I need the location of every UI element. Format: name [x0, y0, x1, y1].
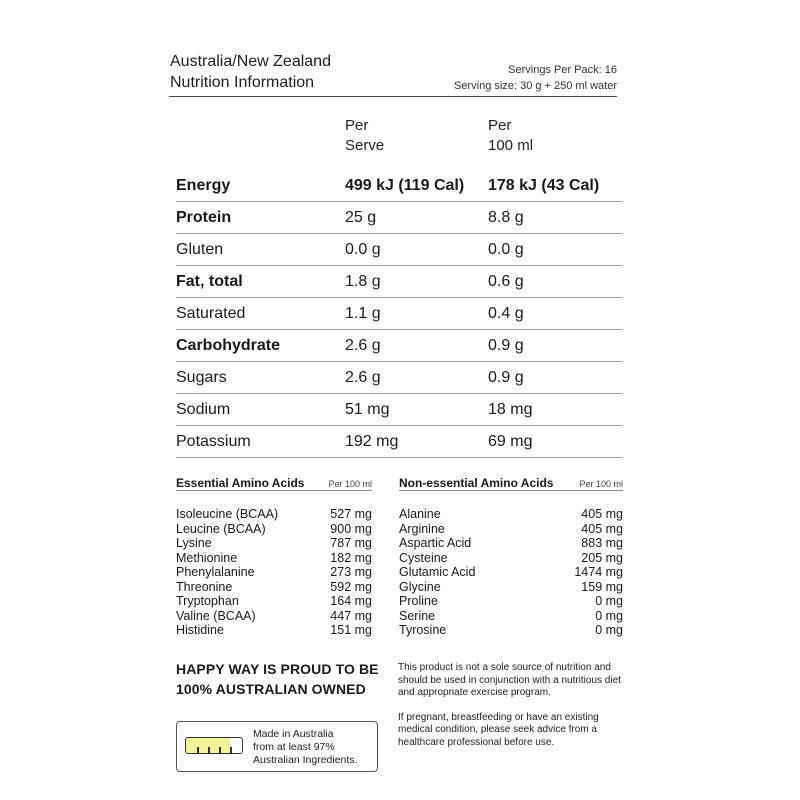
- nutrient-name: Saturated: [176, 305, 246, 322]
- per-serve-value: 1.8 g: [345, 273, 381, 290]
- list-item: [399, 580, 623, 595]
- table-row-fat-total: [176, 266, 623, 298]
- per-100ml-value: 0.9 g: [488, 369, 524, 386]
- made-in-australia-badge: [176, 721, 378, 772]
- per-100ml-value: 18 mg: [488, 401, 533, 418]
- table-row-potassium: [176, 426, 623, 458]
- per-serve-value: 499 kJ (119 Cal): [345, 177, 465, 194]
- amino-value: 0 mg: [595, 594, 623, 608]
- amino-header: [176, 476, 372, 491]
- list-item: [399, 609, 623, 624]
- amino-name: Methionine: [176, 550, 238, 565]
- per-serve-value: 0.0 g: [345, 241, 381, 258]
- amino-value: 527 mg: [330, 507, 372, 521]
- amino-name: Glutamic Acid: [399, 565, 476, 579]
- per-serve-value: 1.1 g: [345, 305, 381, 322]
- list-item: [176, 551, 372, 566]
- amino-value: 900 mg: [330, 521, 372, 536]
- amino-list: [176, 507, 372, 638]
- per-100ml-value: 8.8 g: [488, 209, 524, 226]
- column-header-per-100ml: [488, 116, 533, 156]
- list-item: [399, 594, 623, 609]
- nonessential-amino-acids: [399, 476, 623, 638]
- per-100ml-value: 0.6 g: [488, 273, 524, 290]
- amino-name: Aspartic Acid: [399, 536, 472, 550]
- column-header-per-serve: [345, 116, 384, 156]
- amino-name: Tryptophan: [176, 594, 239, 608]
- list-item: [176, 536, 372, 551]
- amino-value: 447 mg: [330, 608, 372, 623]
- gauge-tick: [230, 747, 232, 753]
- amino-unit: Per 100 ml: [579, 479, 623, 489]
- per-serve-value: 2.6 g: [345, 369, 381, 386]
- per-serve-value: 51 mg: [345, 401, 390, 418]
- list-item: [176, 565, 372, 580]
- australian-owned-statement: [176, 659, 379, 699]
- list-item: [399, 522, 623, 537]
- column-header-line: Per: [488, 117, 512, 134]
- amino-name: Phenylalanine: [176, 565, 255, 579]
- list-item: [176, 507, 372, 522]
- label-title: [170, 51, 331, 93]
- disclaimer: [398, 662, 628, 761]
- amino-header: [399, 476, 623, 491]
- badge-line-3: Australian Ingredients.: [253, 754, 358, 766]
- badge-text: [253, 728, 357, 767]
- per-100ml-value: 178 kJ (43 Cal): [488, 177, 600, 194]
- amino-name: Alanine: [399, 507, 441, 521]
- amino-list: [399, 507, 623, 638]
- amino-value: 205 mg: [581, 550, 623, 565]
- table-row-sodium: [176, 394, 623, 426]
- list-item: [399, 507, 623, 522]
- gauge-tick: [208, 747, 210, 753]
- gauge-tick: [197, 747, 199, 753]
- nutrient-name: Potassium: [176, 433, 251, 450]
- amino-value: 1474 mg: [574, 565, 623, 579]
- essential-amino-acids: [176, 476, 372, 638]
- amino-name: Leucine (BCAA): [176, 521, 266, 536]
- nutrition-table: [176, 170, 623, 458]
- amino-name: Serine: [399, 608, 436, 623]
- owned-line-2: 100% AUSTRALIAN OWNED: [176, 681, 366, 697]
- table-row-gluten: [176, 234, 623, 266]
- amino-value: 273 mg: [330, 565, 372, 579]
- amino-value: 883 mg: [581, 536, 623, 550]
- per-100ml-value: 69 mg: [488, 433, 533, 450]
- per-serve-value: 25 g: [345, 209, 377, 226]
- badge-line-2: from at least 97%: [253, 741, 335, 753]
- list-item: [176, 594, 372, 609]
- nutrient-name: Sodium: [176, 401, 231, 418]
- amino-value: 0 mg: [595, 623, 623, 637]
- amino-name: Tyrosine: [399, 623, 447, 637]
- nutrient-name: Gluten: [176, 241, 224, 258]
- amino-name: Cysteine: [399, 550, 448, 565]
- ingredient-gauge-icon: [185, 737, 243, 754]
- amino-value: 787 mg: [330, 536, 372, 550]
- amino-value: 159 mg: [581, 579, 623, 594]
- table-row-saturated: [176, 298, 623, 330]
- column-header-line: Serve: [345, 137, 385, 154]
- amino-name: Glycine: [399, 579, 441, 594]
- list-item: [176, 609, 372, 624]
- nutrient-name: Carbohydrate: [176, 337, 281, 354]
- table-row-protein: [176, 202, 623, 234]
- column-header-line: 100 ml: [488, 137, 534, 154]
- per-100ml-value: 0.4 g: [488, 305, 524, 322]
- serving-info: [454, 62, 617, 94]
- badge-line-1: Made in Australia: [253, 728, 334, 740]
- nutrient-name: Fat, total: [176, 273, 243, 290]
- list-item: [176, 580, 372, 595]
- list-item: [399, 565, 623, 580]
- amino-name: Isoleucine (BCAA): [176, 507, 279, 521]
- serving-size: Serving size: 30 g + 250 ml water: [454, 80, 617, 92]
- amino-name: Histidine: [176, 623, 224, 637]
- per-100ml-value: 0.0 g: [488, 241, 524, 258]
- servings-per-pack: Servings Per Pack: 16: [508, 64, 617, 76]
- per-serve-value: 192 mg: [345, 433, 399, 450]
- amino-value: 592 mg: [330, 579, 372, 594]
- label-header: [169, 50, 617, 97]
- per-100ml-value: 0.9 g: [488, 337, 524, 354]
- gauge-tick: [219, 747, 221, 753]
- amino-name: Threonine: [176, 579, 233, 594]
- amino-value: 182 mg: [330, 550, 372, 565]
- list-item: [176, 522, 372, 537]
- list-item: [399, 623, 623, 638]
- column-header-line: Per: [345, 117, 369, 134]
- title-line-2: Nutrition Information: [170, 74, 315, 91]
- nutrient-name: Energy: [176, 177, 231, 194]
- amino-name: Proline: [399, 594, 438, 608]
- table-row-carbohydrate: [176, 330, 623, 362]
- amino-value: 0 mg: [595, 608, 623, 623]
- amino-name: Valine (BCAA): [176, 608, 256, 623]
- per-serve-value: 2.6 g: [345, 337, 381, 354]
- amino-value: 151 mg: [330, 623, 372, 637]
- amino-value: 164 mg: [330, 594, 372, 608]
- amino-value: 405 mg: [581, 507, 623, 521]
- list-item: [399, 536, 623, 551]
- amino-name: Lysine: [176, 536, 212, 550]
- amino-name: Arginine: [399, 521, 445, 536]
- amino-value: 405 mg: [581, 521, 623, 536]
- amino-title: Non-essential Amino Acids: [399, 476, 554, 490]
- amino-title: Essential Amino Acids: [176, 476, 305, 490]
- title-line-1: Australia/New Zealand: [170, 53, 331, 70]
- amino-unit: Per 100 ml: [328, 479, 372, 489]
- nutrient-name: Protein: [176, 209, 232, 226]
- owned-line-1: HAPPY WAY IS PROUD TO BE: [176, 661, 379, 677]
- disclaimer-paragraph-2: If pregnant, breastfeeding or have an existing medical condition, please seek advice from a healthcare professional before use.: [398, 711, 599, 748]
- nutrient-name: Sugars: [176, 369, 227, 386]
- disclaimer-paragraph-1: This product is not a sole source of nutrition and should be used in conjunction with a nutritious diet and appropriate exercise program.: [398, 662, 621, 698]
- list-item: [399, 551, 623, 566]
- table-row-sugars: [176, 362, 623, 394]
- table-row-energy: [176, 170, 623, 202]
- list-item: [176, 623, 372, 638]
